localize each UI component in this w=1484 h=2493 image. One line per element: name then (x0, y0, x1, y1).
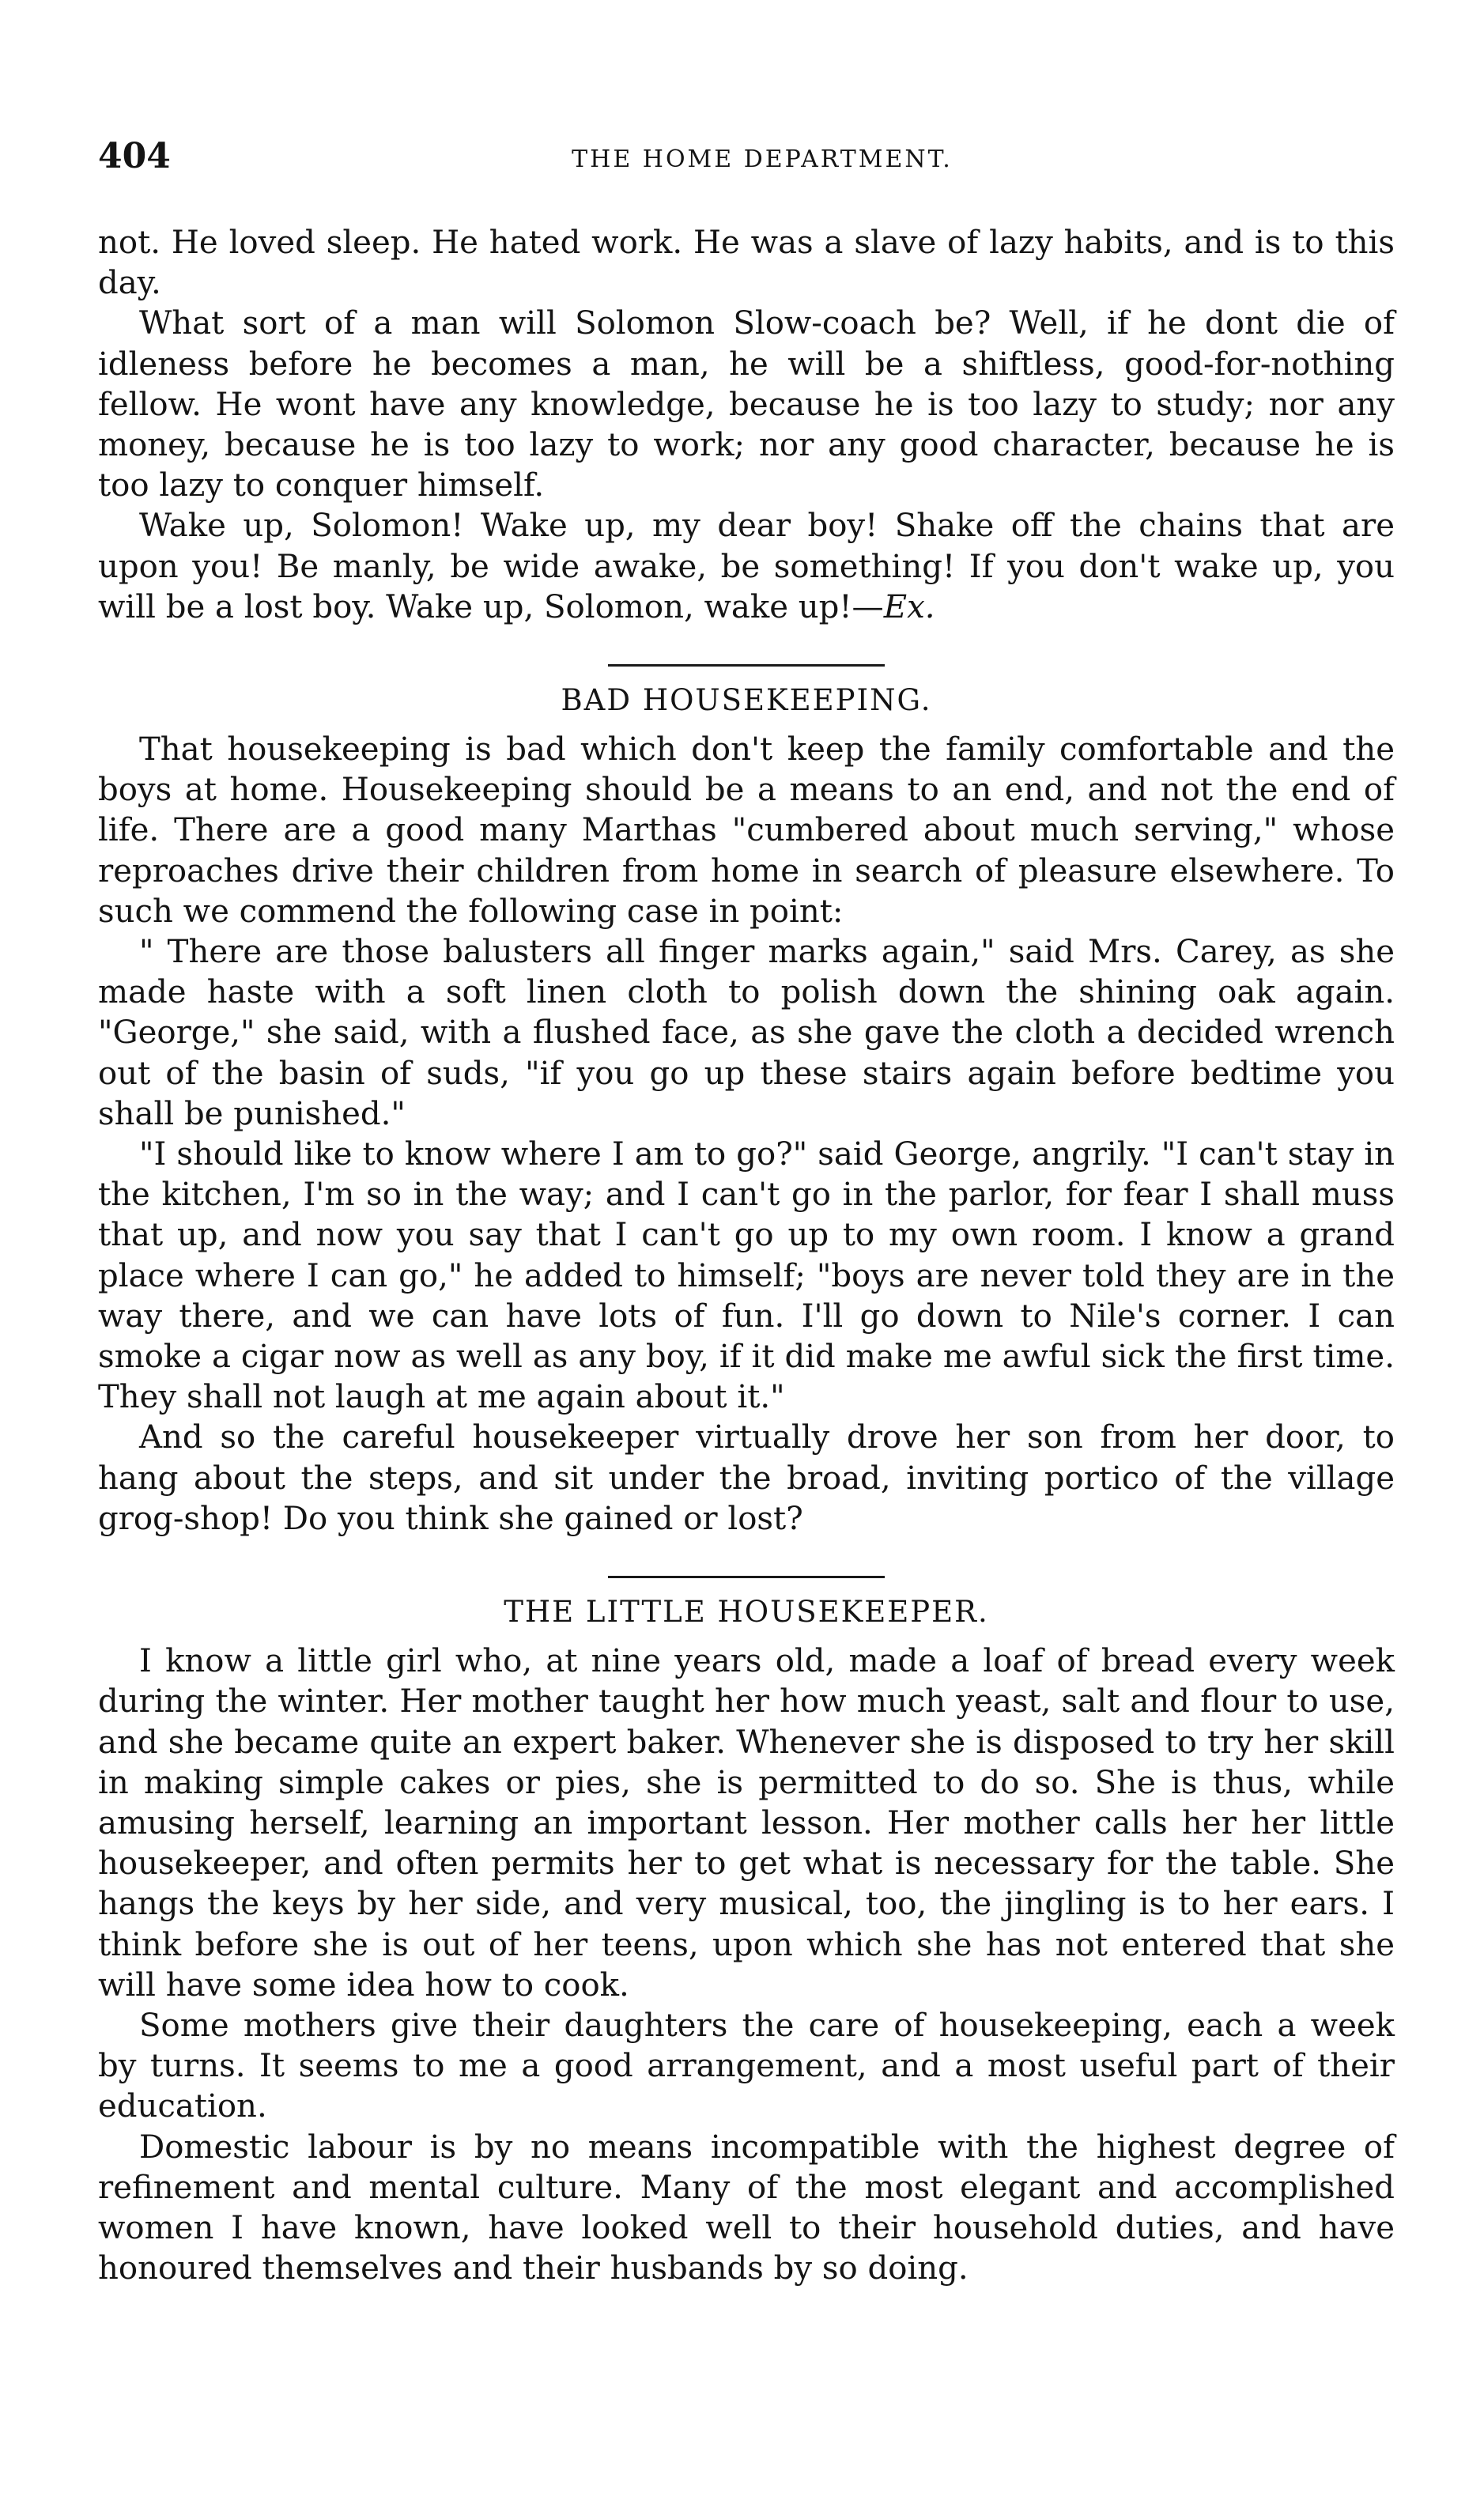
section-divider (608, 1576, 885, 1578)
source-attribution: Ex. (883, 588, 935, 625)
section-divider (608, 664, 885, 667)
section-paragraph: And so the careful housekeeper virtually drove her son from her door, to hang about the steps, and sit under the broad, inviting portico of the village grog-shop! Do you think she gained or lost? (98, 1419, 1395, 1537)
section-paragraph: "I should like to know where I am to go?" said George, angrily. "I can't stay in the kitchen, I'm so in the way; and I can't go in the parlor, for fear I shall muss that up, and now you say that I can't go up to my own room. I know a grand place where I can go," he added to himself; "boys are never told they are in the way there, and we can have lots of fun. I'll go down to Nile's corner. I can smoke a cigar now as well as any boy, if it did make me awful sick the first time. They shall not laugh at me again about it." (98, 1136, 1395, 1416)
section-paragraph: Domestic labour is by no means incompatible with the highest degree of refinement and mental culture. Many of the most elegant and accomplished women I have known, have looked well to their household duties, and have honoured themselves and their husbands by so doing. (98, 2128, 1395, 2287)
section-paragraph: That housekeeping is bad which don't keep the family comfortable and the boys at home. Housekeeping should be a means to an end, and not the end of life. There are a good many Marthas "cumbered about much serving," whose reproaches drive their children from home in search of pleasure elsewhere. To such we commend the following case in point: (98, 731, 1395, 930)
running-head: THE HOME DEPARTMENT. (572, 145, 953, 173)
continuation-paragraph: not. He loved sleep. He hated work. He was a slave of lazy habits, and is to this day. (98, 225, 1395, 302)
page-number: 404 (98, 136, 171, 176)
section-title: BAD HOUSEKEEPING. (561, 683, 932, 718)
continuation-paragraph: What sort of a man will Solomon Slow-coach be? Well, if he dont die of idleness before he becomes a man, he will be a shiftless, good-for-nothing fellow. He wont have any knowledge, because he is too lazy to study; nor any money, because he is too lazy to work; nor any good character, because he is too lazy to conquer himself. (98, 305, 1395, 504)
paragraph-text: Wake up, Solomon! Wake up, my dear boy! Shake off the chains that are upon you! Be manly, be wide awake, be something! If you don't wake up, you will be a lost boy. Wake up, Solomon, wake up!— (98, 508, 1395, 625)
section-paragraph: I know a little girl who, at nine years old, made a loaf of bread every week during the winter. Her mother taught her how much yeast, salt and flour to use, and she became quite an expert baker. Whenever she is disposed to try her skill in making simple cakes or pies, she is permitted to do so. She is thus, while amusing herself, learning an important lesson. Her mother calls her her little housekeeper, and often permits her to get what is necessary for the table. She hangs the keys by her side, and very musical, too, the jingling is to her ears. I think before she is out of her teens, upon which she has not entered that she will have some idea how to cook. (98, 1643, 1395, 2004)
section-paragraph: " There are those balusters all finger marks again," said Mrs. Carey, as she made haste with a soft linen cloth to polish down the shining oak again. "George," she said, with a flushed face, as she gave the cloth a decided wrench out of the basin of suds, "if you go up these stairs again before bedtime you shall be punished." (98, 934, 1395, 1132)
page-body (98, 223, 1395, 2289)
section-paragraph: Some mothers give their daughters the care of housekeeping, each a week by turns. It seems to me a good arrangement, and a most useful part of their education. (98, 2007, 1395, 2125)
continuation-paragraph (98, 506, 1395, 628)
page-header (98, 133, 1395, 180)
section-title: THE LITTLE HOUSEKEEPER. (504, 1595, 989, 1630)
